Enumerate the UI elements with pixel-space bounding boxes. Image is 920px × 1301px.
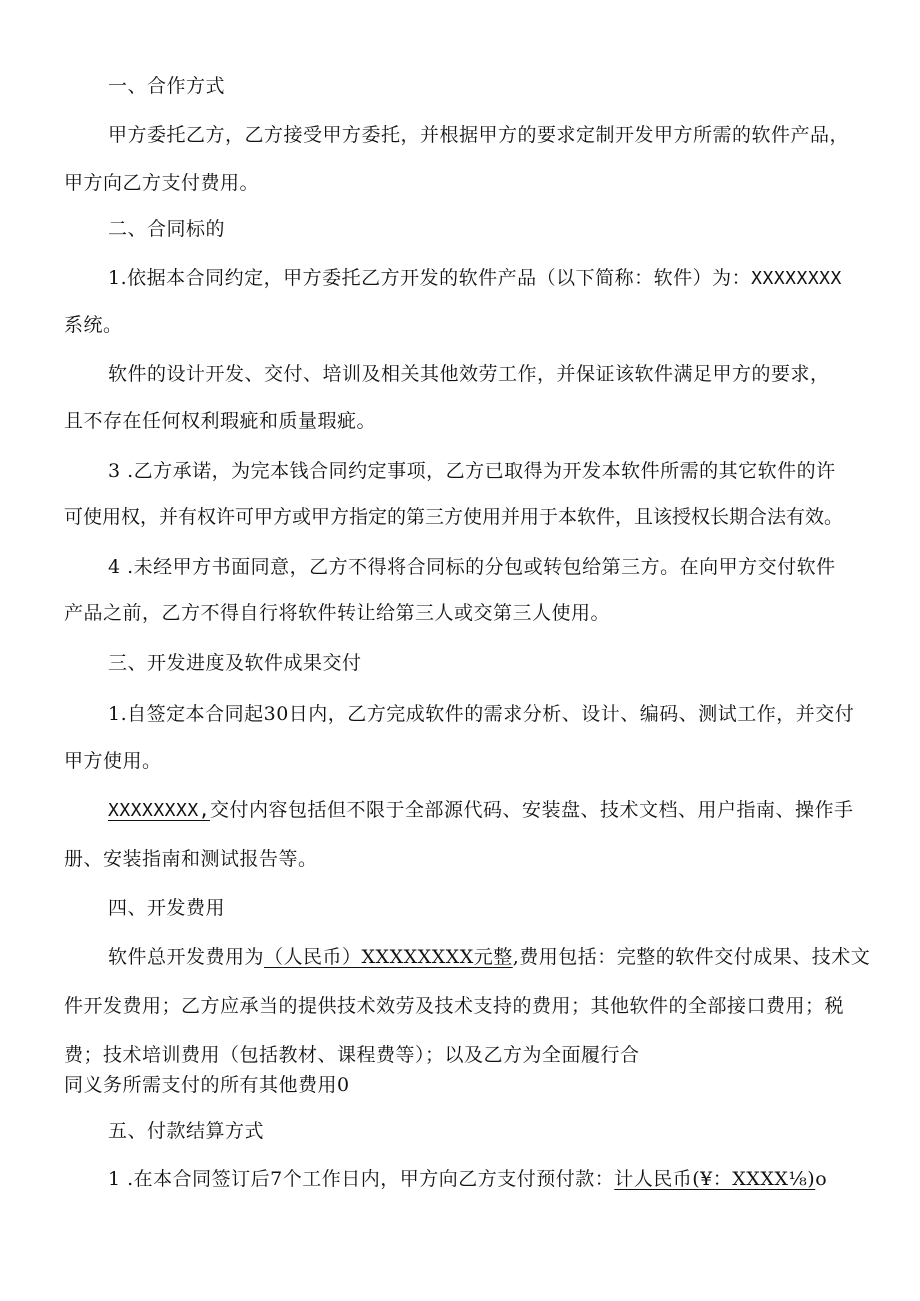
clause-line: 系统。 [64, 314, 123, 336]
paragraph-line: 甲方向乙方支付费用。 [64, 172, 260, 194]
section-heading-delivery: 三、开发进度及软件成果交付 [108, 652, 362, 674]
clause-text: ,费用包括：完整的软件交付成果、技术文 [512, 946, 871, 968]
section-heading-cooperation: 一、合作方式 [108, 75, 226, 97]
clause-line [108, 266, 842, 291]
clause-line [108, 798, 854, 823]
delivery-placeholder: XXXXXXXX, [108, 800, 211, 821]
section-heading-fees: 四、开发费用 [108, 897, 226, 919]
clause-text: 软件总开发费用为 [108, 946, 265, 968]
section-heading-contract-subject: 二、合同标的 [108, 218, 226, 240]
clause-line: 1.自签定本合同起30日内，乙方完成软件的需求分析、设计、编码、测试工作，并交付 [108, 703, 855, 725]
paragraph-line: 甲方委托乙方，乙方接受甲方委托，并根据甲方的要求定制开发甲方所需的软件产品， [108, 124, 850, 146]
clause-line: 费；技术培训费用（包括教材、课程费等）；以及乙方为全面履行合 [64, 1044, 640, 1066]
paragraph-line: 且不存在任何权利瑕疵和质量瑕疵。 [64, 410, 377, 432]
clause-text: 1.依据本合同约定，甲方委托乙方开发的软件产品（以下简称：软件）为： [108, 267, 752, 289]
clause-line: 产品之前，乙方不得自行将软件转让给第三人或交第三人使用。 [64, 602, 611, 624]
paragraph-line: 软件的设计开发、交付、培训及相关其他效劳工作，并保证该软件满足甲方的要求， [108, 363, 830, 385]
clause-line [108, 945, 870, 969]
clause-text: 交付内容包括但不限于全部源代码、安装盘、技术文档、用户指南、操作手 [210, 799, 854, 821]
clause-line: 同义务所需支付的所有其他费用0 [64, 1074, 350, 1096]
clause-text: 1 .在本合同签订后7个工作日内，甲方向乙方支付预付款： [108, 1168, 615, 1190]
clause-line [108, 1167, 827, 1191]
clause-line: 册、安装指南和测试报告等。 [64, 848, 318, 870]
clause-line: 件开发费用；乙方应承当的提供技术效劳及技术支持的费用；其他软件的全部接口费用；税 [64, 995, 845, 1017]
software-name-placeholder: XXXXXXXX [751, 268, 842, 289]
fee-amount-placeholder: （人民币）XXXXXXXX元整 [264, 946, 513, 968]
clause-line: 可使用权，并有权许可甲方或甲方指定的第三方使用并用于本软件，且该授权长期合法有效。 [64, 506, 844, 528]
clause-line: 4 .未经甲方书面同意，乙方不得将合同标的分包或转包给第三方。在向甲方交付软件 [108, 556, 836, 578]
clause-text: o [815, 1168, 828, 1190]
clause-line: 甲方使用。 [64, 750, 162, 772]
prepayment-amount-placeholder: 计人民币(¥：XXXX⅛) [614, 1168, 816, 1190]
section-heading-payment: 五、付款结算方式 [108, 1120, 265, 1142]
clause-line: 3 .乙方承诺，为完本钱合同约定事项，乙方已取得为开发本软件所需的其它软件的许 [108, 460, 836, 482]
